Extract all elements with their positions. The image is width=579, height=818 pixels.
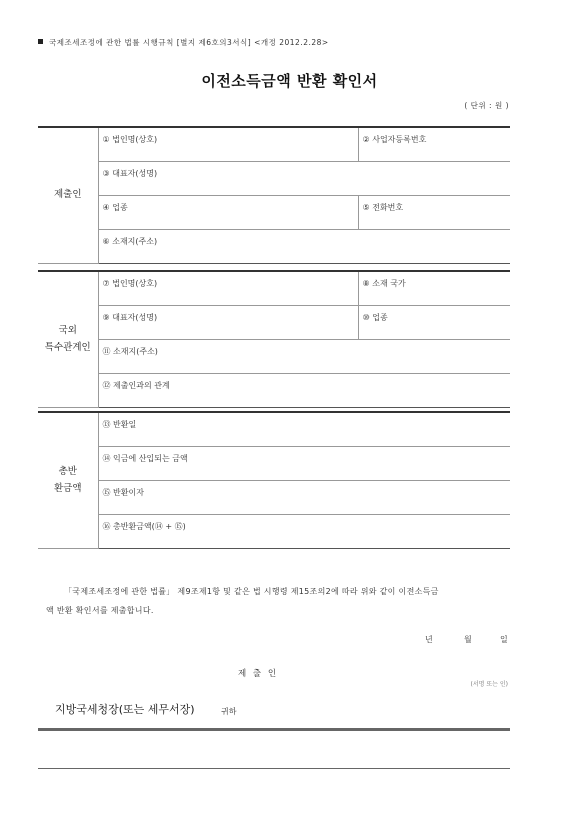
- unit-label: ( 단위 : 원 ): [464, 101, 509, 110]
- total-refund-section-label: 총반 환금액: [38, 412, 98, 549]
- footer-thin-divider: [38, 768, 510, 769]
- signature-note[interactable]: (서명 또는 인): [470, 681, 508, 688]
- submitter-corp-name-field[interactable]: ① 법인명(상호): [98, 127, 358, 162]
- date-month-label[interactable]: 월: [464, 635, 472, 644]
- date-year-label[interactable]: 년: [425, 635, 433, 644]
- foreign-business-type-field[interactable]: ⑩ 업종: [358, 306, 510, 340]
- foreign-country-field[interactable]: ⑧ 소재 국가: [358, 271, 510, 306]
- submitter-phone-field[interactable]: ⑤ 전화번호: [358, 196, 510, 230]
- foreign-representative-field[interactable]: ⑨ 대표자(성명): [98, 306, 358, 340]
- square-bullet-icon: [38, 39, 43, 44]
- declaration-statement: [46, 582, 506, 620]
- submitter-representative-field[interactable]: ③ 대표자(성명): [98, 162, 510, 196]
- foreign-address-field[interactable]: ⑪ 소재지(주소): [98, 340, 510, 374]
- total-refund-section: [38, 411, 510, 549]
- form-reference-note: [38, 37, 329, 48]
- submitter-business-type-field[interactable]: ④ 업종: [98, 196, 358, 230]
- submitter-biz-reg-no-field[interactable]: ② 사업자등록번호: [358, 127, 510, 162]
- foreign-related-section: [38, 270, 510, 408]
- addressee-suffix: 귀하: [221, 707, 237, 716]
- foreign-related-section-label: 국외 특수관계인: [38, 271, 98, 408]
- submitter-section: [38, 126, 510, 264]
- declaration-line-2: 액 반환 확인서를 제출합니다.: [46, 606, 154, 616]
- addressee-name: 지방국세청장(또는 세무서장): [55, 703, 195, 716]
- submitter-section-label: 제출인: [38, 127, 98, 264]
- total-refund-amount-field[interactable]: ⑯ 총반환금액(⑭ + ⑮): [98, 515, 510, 549]
- foreign-corp-name-field[interactable]: ⑦ 법인명(상호): [98, 271, 358, 306]
- form-reference-text: 국제조세조정에 관한 법률 시행규칙 [별지 제6호의3서식] <개정 2012.2.28>: [49, 38, 329, 47]
- footer-thick-divider: [38, 728, 510, 731]
- included-amount-field[interactable]: ⑭ 익금에 산입되는 금액: [98, 447, 510, 481]
- date-day-label[interactable]: 일: [500, 635, 508, 644]
- submitter-signature-label: 제 출 인: [238, 669, 279, 679]
- declaration-line-1: 「국제조세조정에 관한 법률」 제9조제1항 및 같은 법 시행령 제15조의2에 따라 위와 같이 이전소득금: [64, 587, 439, 596]
- submitter-address-field[interactable]: ⑥ 소재지(주소): [98, 230, 510, 264]
- foreign-relationship-field[interactable]: ⑫ 제출인과의 관계: [98, 374, 510, 408]
- refund-interest-field[interactable]: ⑮ 반환이자: [98, 481, 510, 515]
- page-title: 이전소득금액 반환 확인서: [201, 72, 378, 90]
- refund-date-field[interactable]: ⑬ 반환일: [98, 412, 510, 447]
